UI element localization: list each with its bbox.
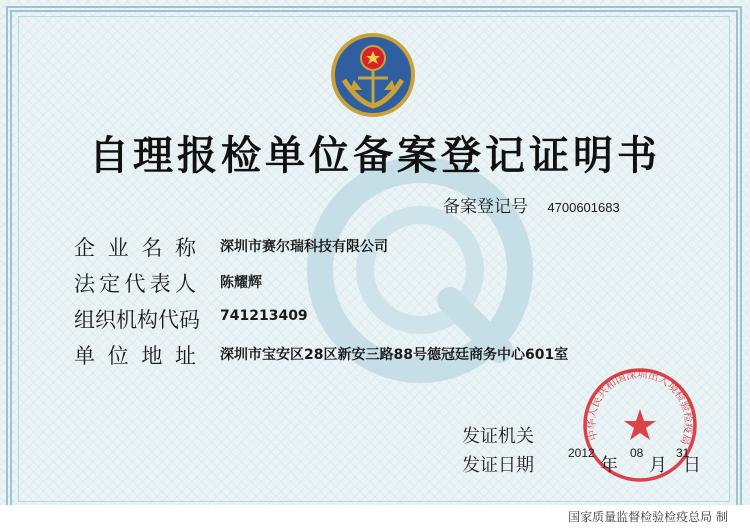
field-value: 深圳市赛尔瑞科技有限公司 (220, 239, 388, 255)
issue-date-month: 08 (630, 446, 644, 460)
issuer-label: 发证机关 (462, 426, 534, 447)
inspection-emblem-icon (330, 32, 416, 118)
seal-text: 中华人民共和国深圳出入境检验检疫局 (585, 368, 695, 447)
footer-issuer-text: 国家质量监督检验检疫总局 制 (568, 510, 728, 524)
field-value: 深圳市宝安区28区新安三路88号德冠廷商务中心601室 (220, 347, 569, 363)
issue-date-day-unit: 日 (683, 455, 701, 476)
svg-text:中华人民共和国深圳出入境检验检疫局 (585, 368, 695, 447)
issue-date-year: 2012 (568, 446, 595, 460)
registration-number-value: 4700601683 (547, 200, 620, 215)
field-label: 法定代表人 (74, 272, 196, 296)
issue-date-year-unit: 年 (600, 455, 618, 476)
registration-number (443, 192, 620, 217)
certificate-title: 自理报检单位备案登记证明书 (89, 133, 661, 179)
registration-number-label: 备案登记号 (443, 197, 528, 217)
field-label: 企业名称 (74, 236, 196, 260)
field-value: 741213409 (220, 308, 308, 324)
field-value: 陈耀辉 (220, 275, 262, 291)
issue-date-label: 发证日期 (462, 455, 534, 476)
footer (0, 505, 750, 528)
seal-lettering (580, 365, 700, 485)
field-label: 单位地址 (74, 344, 196, 368)
issue-date-day: 31 (676, 446, 690, 460)
issue-date-month-unit: 月 (649, 455, 667, 476)
field-label: 组织机构代码 (74, 308, 200, 332)
